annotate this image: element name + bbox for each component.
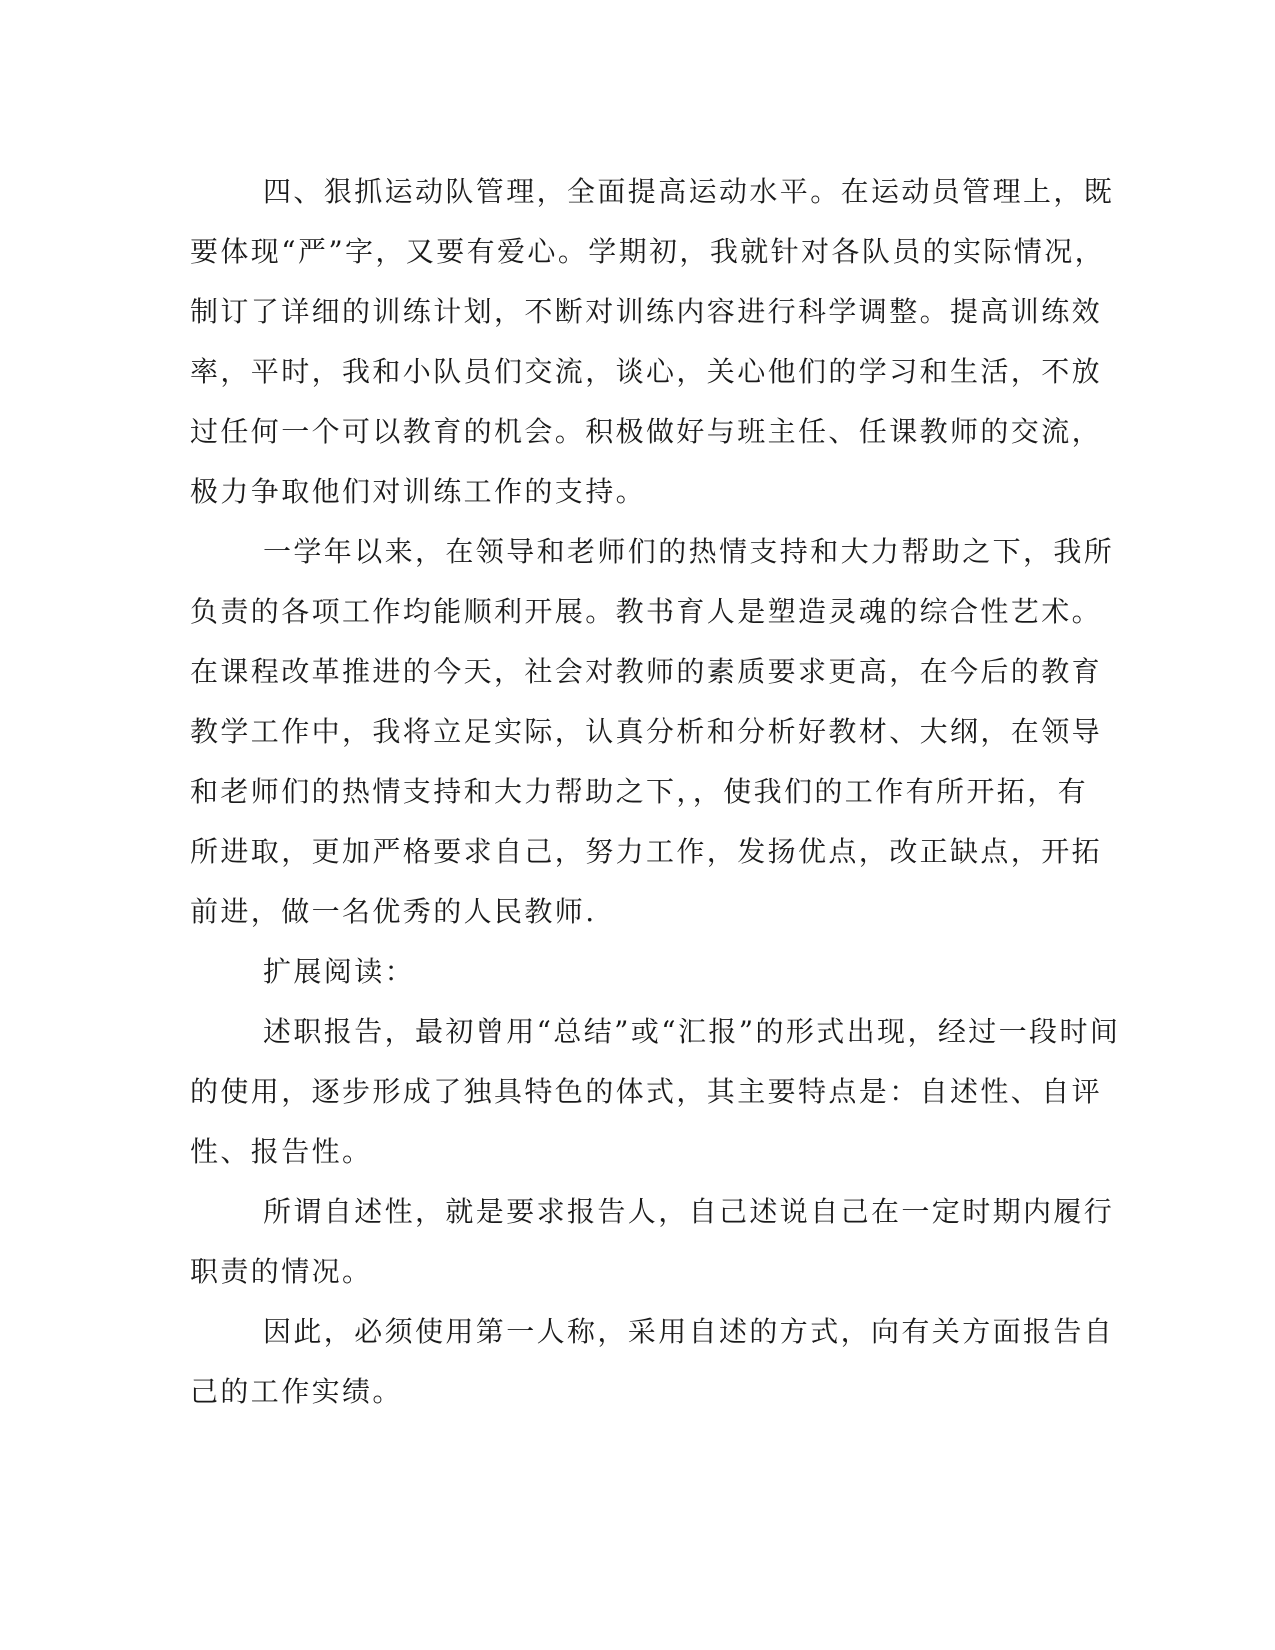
text-line: 率，平时，我和小队员们交流，谈心，关心他们的学习和生活，不放 xyxy=(190,355,1103,388)
text-line: 因此，必须使用第一人称，采用自述的方式，向有关方面报告自 xyxy=(263,1315,1115,1348)
text-line: 的使用，逐步形成了独具特色的体式，其主要特点是：自述性、自评 xyxy=(190,1075,1103,1108)
text-line: 职责的情况。 xyxy=(190,1255,373,1288)
text-line: 教学工作中，我将立足实际，认真分析和分析好教材、大纲，在领导 xyxy=(190,715,1103,748)
text-line: 要体现“严”字，又要有爱心。学期初，我就针对各队员的实际情况， xyxy=(190,235,1106,268)
document-body xyxy=(190,162,1121,1422)
section-heading: 扩展阅读： xyxy=(263,955,416,988)
text-line: 极力争取他们对训练工作的支持。 xyxy=(190,475,647,508)
text-line: 己的工作实绩。 xyxy=(190,1375,403,1408)
text-line: 和老师们的热情支持和大力帮助之下，，使我们的工作有所开拓，有 xyxy=(190,775,1089,808)
text-line: 所谓自述性，就是要求报告人，自己述说自己在一定时期内履行 xyxy=(263,1195,1115,1228)
text-line: 在课程改革推进的今天，社会对教师的素质要求更高，在今后的教育 xyxy=(190,655,1103,688)
text-line: 一学年以来，在领导和老师们的热情支持和大力帮助之下，我所 xyxy=(263,535,1115,568)
text-line: 述职报告，最初曾用“总结”或“汇报”的形式出现，经过一段时间 xyxy=(263,1015,1121,1048)
text-line: 制订了详细的训练计划，不断对训练内容进行科学调整。提高训练效 xyxy=(190,295,1103,328)
text-line: 四、狠抓运动队管理，全面提高运动水平。在运动员管理上，既 xyxy=(263,175,1115,208)
text-line: 性、报告性。 xyxy=(190,1135,373,1168)
text-line: 所进取，更加严格要求自己，努力工作，发扬优点，改正缺点，开拓 xyxy=(190,835,1103,868)
text-line: 前进，做一名优秀的人民教师. xyxy=(190,895,597,928)
text-line: 负责的各项工作均能顺利开展。教书育人是塑造灵魂的综合性艺术。 xyxy=(190,595,1103,628)
text-line: 过任何一个可以教育的机会。积极做好与班主任、任课教师的交流， xyxy=(190,415,1103,448)
